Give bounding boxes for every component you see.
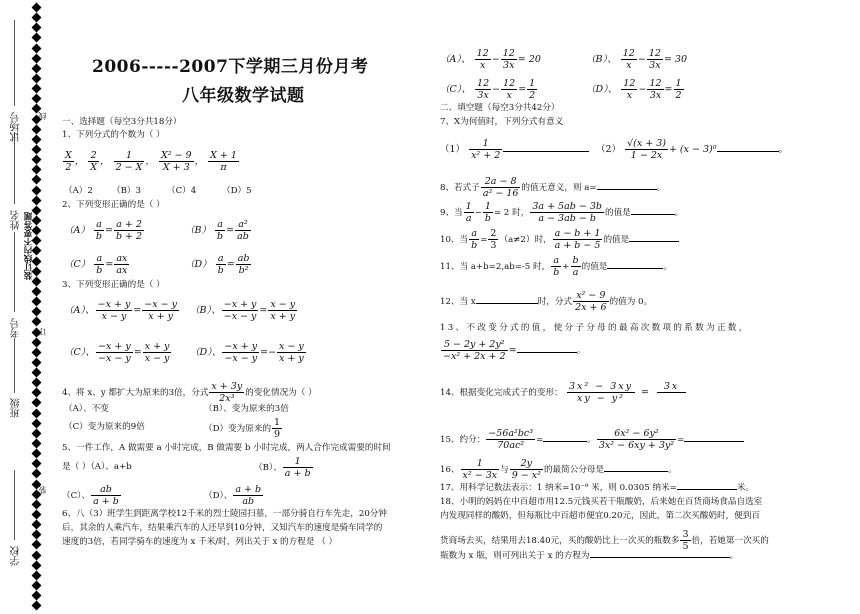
q18-line4: 瓶数为 x 瓶，则可列出关于 x 的方程为 。 xyxy=(440,551,739,561)
q2-option-b: （B） $\frac{a}{b}$ = $\frac{\text{a²}}{ab}$ xyxy=(185,219,249,242)
class-line xyxy=(14,338,15,393)
exam-no-label: 考号 xyxy=(11,318,22,338)
binding-warning: 装订线内不要答题 xyxy=(24,212,34,280)
school-line xyxy=(14,470,15,540)
q4-option-a: （A）、不变 xyxy=(64,404,109,414)
q14-text: 14、根据变化完成式子的变形： xyxy=(440,388,563,398)
line-mark-bot: 装 xyxy=(38,486,47,494)
name-label: 姓名 xyxy=(11,210,22,230)
q8-text: 8、若式子 $\frac{2a - 8}{\text{a² − 16}}$ 的值无意义，则 a= 。 xyxy=(440,176,666,199)
q12-text: 12、当 x 时，分式 $\frac{\text{x² − 9}}{2x + 6}$ 的值为 0。 xyxy=(440,290,653,313)
class-label: 班级 xyxy=(11,398,22,418)
q4-text: 4、将 x、y 都扩大为原来的3倍，分式 $\frac{x + 3y}{\text{2x³}}$ 的变化情况为（ ） xyxy=(62,381,317,404)
q2-option-c: （C） $\frac{a}{b}$ = $\frac{ax}{ax}$ xyxy=(64,253,128,276)
q18-line3: 货商场去买，结果用去18.40元，买的酸奶比上一次买的瓶数多 $\frac{3}{5}$ 倍，若她第一次买的 xyxy=(440,529,769,552)
exam-no-line xyxy=(14,232,15,312)
q5-option-a: 是（ ）（A）、a+b xyxy=(62,462,132,472)
line-mark-top: 线 xyxy=(38,112,47,120)
q5-option-b: （B）、 $\frac{1}{a + b}$ xyxy=(254,456,311,479)
q1-option-b: （B）3 xyxy=(112,186,141,196)
q17-text: 17、用科学记数法表示：1 纳米=10⁻⁹ 米，则 0.0305 纳米= 米。 xyxy=(440,483,755,493)
q6-option-c: （C）、 $\frac{12}{3x}$ − $\frac{12}{x}$ = $\frac{1}{2}$ xyxy=(440,78,536,101)
q18-line1: 18、小明的妈妈在中百超市用12.5元钱买若干瓶酸奶，后来她在百货商场食品自选室 xyxy=(440,497,763,507)
q5-option-d: （D）、 $\frac{a + b}{ab}$ xyxy=(204,484,262,507)
q1-option-d: （D）5 xyxy=(222,186,252,196)
q6-option-a: （A）、 $\frac{12}{x}$ − $\frac{12}{3x}$ = 20 xyxy=(440,48,541,71)
q6-line2: 后，其余的人乘汽车，结果乘汽车的人还早到10分钟，又知汽车的速度是骑车同学的 xyxy=(62,523,383,533)
q4-option-d: （D）变为原来的 $\frac{1}{9}$ xyxy=(204,417,281,440)
room-line xyxy=(14,20,15,106)
q5-option-c: （C）、 $\frac{ab}{a + b}$ xyxy=(62,484,119,507)
room-label: 试场号 xyxy=(11,112,22,142)
q3-option-a: （A）、 $\frac{-x + y}{x - y}$ = $\frac{-x - y}{x + y}$ xyxy=(64,299,177,322)
q16-text: 16、 $\frac{1}{\text{x² − 3x}}$ 与 $\frac{2y}{\text{9 − x²}}$ 的最简公分母是 。 xyxy=(440,458,677,481)
q3-option-c: （C）、 $\frac{-x + y}{-x - y}$ = $\frac{x + y}{x - y}$ xyxy=(64,341,170,364)
section2-heading: 二、填空题（每空3分共42分） xyxy=(440,103,560,113)
q6-line1: 6、八（3）班学生到距离学校12千米的烈士陵园扫墓，一部分骑自行车先走，20分钟 xyxy=(62,509,387,519)
q6-line3: 速度的3倍，若同学骑车的速度为 x 千米/时，列出关于 x 的方程是 （ ） xyxy=(62,537,338,547)
exam-subtitle: 八年级数学试题 xyxy=(182,86,305,106)
name-line xyxy=(14,132,15,204)
exam-title: 2006-----2007下学期三月份月考 xyxy=(92,57,369,77)
q2-option-d: （D） $\frac{a}{b}$ = $\frac{ab}{\text{b²}}$ xyxy=(185,253,250,276)
binding-diamond-border xyxy=(30,4,42,610)
q11-text: 11、当 a+b=2,ab=-5 时， $\frac{a}{b}$ + $\frac{b}{a}$ 的值是 。 xyxy=(440,255,672,278)
line-mark-mid: 订 xyxy=(38,328,47,336)
q5-text: 5、一件工作，A 做需要 a 小时完成，B 做需要 b 小时完成，两人合作完成需要的时间 xyxy=(62,443,391,453)
q18-line2: 内发现同样的酸奶，但每瓶比中百超市便宜0.20元，因此，第二次买酸奶时，便到百 xyxy=(440,511,760,521)
q2-option-a: （A） $\frac{a}{b}$ = $\frac{a + 2}{b + 2}$ xyxy=(64,219,143,242)
q3-option-b: （B）、 $\frac{-x + y}{-x - y}$ = $\frac{x - y}{x + y}$ xyxy=(190,299,296,322)
q7-part2: （2） $\frac{√(x + 3)}{1 - 2x}$ + (x − 3)⁰ 。 xyxy=(596,138,789,161)
q10-text: 10、当 $\frac{a}{b}$ = $\frac{2}{3}$ （a≠2）时， $\frac{a - b + 1}{a + b - 5}$ 的值是 xyxy=(440,228,679,251)
q13-text: 13、不改变分式的值，使分子分母的最高次数项的系数为正数， xyxy=(440,323,750,333)
q2-text: 2、下列变形正确的是（ ） xyxy=(62,200,165,210)
q3-option-d: （D）、 $\frac{-x + y}{-x - y}$ =− $\frac{x - y}{x + y}$ xyxy=(190,341,304,364)
q15-text: 15、约分： $\frac{\text{−56a²bc³}}{\text{70ac²}}$ = 。 $\frac{\text{6x² − 6y²}}{\text{3x² − 6xy + 3y²}}$ = xyxy=(440,428,744,451)
q7-text: 7、X为何值时，下列分式有意义 xyxy=(440,117,564,127)
q4-option-c: （C）变为原来的9倍 xyxy=(64,422,145,432)
q6-option-b: （B）、 $\frac{12}{x}$ − $\frac{12}{3x}$ = 30 xyxy=(586,48,687,71)
q7-part1: （1） $\frac{1}{\text{x² + 2}}$ xyxy=(440,138,589,161)
q6-option-d: （D）、 $\frac{12}{x}$ − $\frac{12}{3x}$ = $\frac{1}{2}$ xyxy=(586,78,682,101)
section1-heading: 一、选择题（每空3分共18分） xyxy=(62,117,182,127)
q1-fractions: $\frac{X}{2}$ ， $\frac{2}{X}$ ， $\frac{1}{2 - X}$ ， $\frac{\text{X² − 9}}{X + 3}$ ， $\frac{X + 1}{\pi}$ xyxy=(65,150,237,173)
q1-option-c: （C）4 xyxy=(167,186,197,196)
q9-text: 9、当 $\frac{1}{a}$ − $\frac{1}{b}$ = 2 时， $\frac{3a + 5ab - 3b}{a - 3ab - b}$ 的值是 。 xyxy=(440,201,684,224)
q13-expression: $\frac{\text{5 − 2y + 2y²}}{\text{−x² + 2x + 2}}$ = 。 xyxy=(443,339,587,362)
q14-expression: $\frac{\text{3x² − 3xy}}{\text{xy − y²}}$ = 3x xyxy=(566,381,687,404)
school-label: 学校 xyxy=(11,546,22,566)
q1-option-a: （A）2 xyxy=(64,186,93,196)
q1-text: 1、下列分式的个数为（ ） xyxy=(62,130,165,140)
q3-text: 3、下列变形正确的是（ ） xyxy=(62,280,165,290)
q4-option-b: （B）、变为原来的3倍 xyxy=(204,404,289,414)
